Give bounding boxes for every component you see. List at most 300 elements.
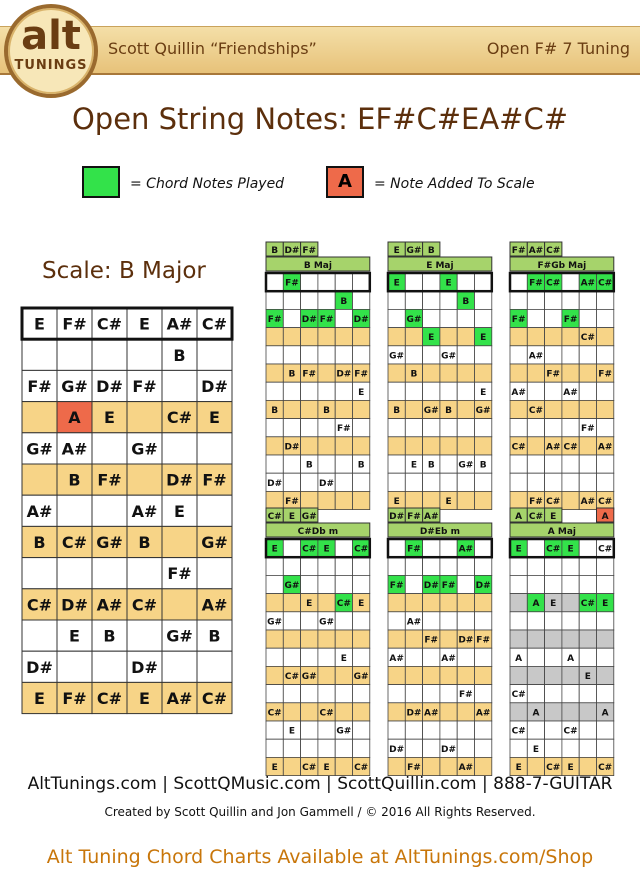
chord-cell [440,721,457,739]
chord-cell [510,291,527,309]
scale-note: G# [96,533,123,552]
chord-cell [440,594,457,612]
chord-cell-note: A# [441,653,456,664]
chord-cell [423,473,440,491]
chord-cell [579,309,596,327]
chord-cell [405,739,422,757]
chord-cell [335,273,352,291]
chord-cell [475,612,492,630]
chord-cell [405,328,422,346]
chord-cell-note: A# [597,442,613,453]
chord-cell [527,539,544,557]
chord-cell [388,666,405,684]
chord-cell [318,346,335,364]
chord-cell [457,739,474,757]
chord-cell [527,612,544,630]
chord-cell [457,437,474,455]
chord-cell [545,703,562,721]
scale-note: F# [27,377,52,396]
chord-cell [266,739,283,757]
chord-cell [597,473,614,491]
chord-cell [527,328,544,346]
chord-cell [318,648,335,666]
chord-cell [545,455,562,473]
chord-cell [475,557,492,575]
chord-cell [283,328,300,346]
chord-cell-note: C# [580,599,595,610]
chord-cell [457,328,474,346]
chord-cell [510,630,527,648]
chord-note-label: E [550,512,557,522]
chord-cell [562,612,579,630]
chord-cell-note: D# [406,708,422,719]
chord-cell [510,455,527,473]
chord-cell [388,539,405,557]
chord-name: C#Db m [297,527,339,537]
chord-cell-note: C# [511,690,526,701]
scale-note: E [139,689,150,708]
chord-cell [475,291,492,309]
scale-note: C# [26,595,53,615]
chord-cell [335,575,352,593]
chord-cell-note: B [427,460,435,471]
chord-cell-note: F# [563,315,578,325]
chord-cell-note: B [288,369,296,380]
chord-cell [266,437,283,455]
chord-cell-note: D# [389,744,405,755]
chord-cell [335,739,352,757]
chord-cell [266,273,283,291]
chord-cell [301,346,318,364]
chord-cell-note: E [515,544,522,555]
chord-cell-note: E [602,599,609,610]
chord-cell-note: G# [353,672,369,682]
chord-cell [579,685,596,703]
chord-cell [266,594,283,612]
chord-cell [457,364,474,382]
chord-name: D#Eb m [419,527,460,537]
chord-cell [475,539,492,557]
chord-cell-note: A# [475,708,491,719]
chord-cell [457,491,474,509]
chord-cell [579,721,596,739]
chord-cell [527,473,544,491]
chord-cell-note: E [340,653,347,664]
scale-note: B [138,533,151,552]
chord-cell-note: E [288,726,296,737]
chord-cell [335,382,352,400]
chord-cell-note: C# [598,763,613,773]
chord-cell [527,685,544,703]
chord-cell-note: A [567,653,575,664]
chord-cell [475,473,492,491]
chord-cell [510,575,527,593]
chord-cell [579,437,596,455]
chord-cell [335,455,352,473]
chord-cell-note: C# [598,278,613,289]
chord-cell [388,721,405,739]
chord-cell [388,455,405,473]
chord-cell [283,455,300,473]
scale-title: Scale: B Major [42,258,206,284]
scale-note: E [104,408,115,428]
chord-cell [579,630,596,648]
chord-cell-note: E [567,544,574,555]
scale-note: A# [61,439,88,459]
chord-cell [545,721,562,739]
chord-cell [423,309,440,327]
chord-cell [283,557,300,575]
chord-cell [405,473,422,491]
chord-cell [266,630,283,648]
chord-cell [510,557,527,575]
scale-note: F# [97,470,122,490]
chord-cell-note: F# [580,424,595,435]
chord-cell [335,473,352,491]
chord-cell [266,721,283,739]
chord-cell [301,437,318,455]
chord-cell-note: G# [301,672,317,682]
chord-cell-note: G# [389,351,405,362]
chord-cell [301,739,318,757]
chord-cell [283,703,300,721]
chord-cell [266,557,283,575]
scale-note: E [34,314,45,334]
chord-cell [457,382,474,400]
chord-cell [353,400,370,418]
chord-cell [283,685,300,703]
chord-cell-note: A [515,653,523,664]
chord-cell [335,685,352,703]
chord-cell-note: F# [302,369,317,380]
chord-note-label: A# [423,512,439,522]
chord-cell [562,703,579,721]
chord-cell [597,419,614,437]
chord-cell-note: C# [511,442,526,453]
chord-cell [318,721,335,739]
chord-cell [388,473,405,491]
chord-cell-note: A# [511,387,526,398]
chord-cell-note: C# [598,497,613,507]
chord-note-label: F# [511,246,526,256]
scale-note: C# [166,408,193,428]
chord-cell [597,575,614,593]
chord-cell [440,328,457,346]
chord-note-label: C# [267,512,282,522]
chord-cell-note: E [393,497,400,507]
chord-cell-note: B [305,460,313,471]
chord-cell-note: A# [528,351,544,362]
chord-cell-note: C# [546,497,561,507]
chord-cell [405,721,422,739]
scale-note: C# [201,689,228,708]
chord-cell [579,703,596,721]
chord-cell-note: D# [353,315,369,325]
chord-cell [457,273,474,291]
chord-cell [597,346,614,364]
chord-cell [562,419,579,437]
chord-cell-note: C# [319,708,334,719]
chord-cell [318,594,335,612]
chord-cell [353,491,370,509]
chord-cell-note: C# [302,763,317,773]
chord-cell [266,419,283,437]
chord-cell [335,400,352,418]
chord-cell [527,364,544,382]
scale-note: G# [26,439,53,459]
chord-cell [405,273,422,291]
chord-cell-note: A# [458,763,474,773]
chord-cell-note: C# [563,726,578,737]
chord-cell-note: F# [407,544,421,555]
chord-cell [318,273,335,291]
chord-cell [353,437,370,455]
chord-cell [318,575,335,593]
chord-cell [597,739,614,757]
chord-cell-note: G# [441,351,457,362]
chord-cell [353,703,370,721]
chord-cell [562,273,579,291]
chord-cell [545,309,562,327]
chord-cell [475,419,492,437]
chord-cell [597,648,614,666]
chord-cell-note: F# [529,278,543,289]
chord-cell [545,630,562,648]
chord-cell [440,437,457,455]
chord-cell [475,491,492,509]
chord-cell [318,419,335,437]
chord-cell [510,612,527,630]
chord-cell [335,757,352,775]
chord-cell [545,328,562,346]
chord-cell [457,575,474,593]
chord-note-label: D# [284,246,300,256]
chord-cell [545,612,562,630]
chord-name: B Maj [303,261,332,271]
chord-note-label: F# [302,246,317,256]
chord-cell [475,437,492,455]
chord-cell [335,539,352,557]
legend-chord-text: = Chord Notes Played [130,176,285,192]
chord-cell [579,291,596,309]
chord-cell [510,273,527,291]
scale-note: C# [96,314,123,334]
chord-cell [527,437,544,455]
chord-cell-note: E [532,744,540,755]
chord-cell-note: F# [476,635,491,646]
scale-note: A# [26,501,53,521]
chord-cell [423,557,440,575]
chord-cell [283,594,300,612]
chord-note-label: E [393,246,400,256]
chord-cell-note: E [271,544,278,555]
chord-cell [510,594,527,612]
chord-cell [388,291,405,309]
chord-cell [388,419,405,437]
scale-note: B [208,626,221,646]
chord-cell [562,291,579,309]
chord-cell [301,648,318,666]
scale-note: C# [96,689,123,708]
scale-note: C# [61,533,88,552]
chord-cell [597,455,614,473]
chord-added-label: A [601,512,609,522]
chord-cell [405,630,422,648]
chord-note-label: B [427,246,435,256]
chord-cell [318,685,335,703]
chord-cell [475,273,492,291]
chord-cell [527,455,544,473]
chord-cell [545,419,562,437]
chord-cell [579,382,596,400]
chord-cell-note: E [445,497,452,507]
chord-cell-note: E [358,387,365,398]
chord-cell-note: B [357,460,365,471]
chord-cell-note: E [550,599,557,610]
chord-cell [475,666,492,684]
chord-cell-note: E [480,387,487,398]
chord-cell-note: C# [546,763,561,773]
chord-cell [527,291,544,309]
chord-cell-note: A [532,599,540,610]
chord-cell-note: F# [285,497,299,507]
chord-cell-note: A# [580,278,596,289]
scale-note: F# [62,314,87,334]
chord-cell [510,666,527,684]
chord-note-label: E [288,512,296,522]
chord-cell [318,491,335,509]
chord-cell [562,594,579,612]
chord-note-label: A# [528,246,544,256]
chord-cell [597,382,614,400]
chord-cell-note: C# [580,333,595,344]
footer-shop[interactable]: Alt Tuning Chord Charts Available at AltTunings.com/Shop [46,846,594,868]
chord-note-label: D# [389,512,405,522]
scale-note: E [34,689,45,708]
chord-cell [475,721,492,739]
chord-cell [318,364,335,382]
chord-cell-note: B [462,296,470,307]
scale-note: A# [201,595,228,615]
chord-cell [423,685,440,703]
chord-cell [266,382,283,400]
chord-cell [597,630,614,648]
chord-cell-note: F# [267,315,282,325]
chord-cell-note: G# [458,460,474,471]
chord-cell [597,557,614,575]
chord-cell [405,419,422,437]
scale-note: A# [166,314,193,334]
chord-cell [335,346,352,364]
chord-cell [283,346,300,364]
chord-cell [353,328,370,346]
chord-cell-note: B [393,406,401,416]
chord-cell [353,291,370,309]
chord-cell [545,473,562,491]
chord-cell [545,575,562,593]
chord-cell-note: D# [319,478,335,489]
chord-cell [440,703,457,721]
chord-cell-note: D# [284,442,300,453]
chord-cell [301,382,318,400]
chord-note-label: F# [407,512,421,522]
chord-cell [405,382,422,400]
chord-cell [283,648,300,666]
chord-note-label: B [271,246,279,256]
chord-cell-note: C# [302,544,317,555]
chord-cell [335,630,352,648]
chord-cell [440,539,457,557]
scale-note: A [68,408,81,428]
chord-note-label: G# [406,246,422,256]
chord-cell [283,291,300,309]
chord-cell [301,491,318,509]
chord-cell [562,400,579,418]
chord-cell [527,721,544,739]
chord-cell [562,491,579,509]
chord-cell [562,328,579,346]
chord-cell [423,721,440,739]
chord-cell-note: C# [267,708,282,719]
chord-cell [405,400,422,418]
chord-cell-note: E [515,763,522,773]
chord-cell [440,364,457,382]
chord-cell [579,400,596,418]
chord-cell-note: D# [475,581,491,591]
chord-cell [353,557,370,575]
chord-cell [440,309,457,327]
chord-cell [457,419,474,437]
chord-cell [283,309,300,327]
chord-name: A Maj [547,527,577,537]
footer-links[interactable]: AltTunings.com | ScottQMusic.com | ScottQuillin.com | 888-7-GUITAR [27,774,613,794]
chord-name: E Maj [426,261,454,271]
chord-cell [423,757,440,775]
chord-cell [388,630,405,648]
chord-cell [510,473,527,491]
chord-cell [457,612,474,630]
chord-cell [266,455,283,473]
chord-cell [353,575,370,593]
chord-cell [527,666,544,684]
chord-cell [562,630,579,648]
chord-cell-note: A [601,708,609,719]
chord-cell [562,455,579,473]
chord-cell [579,364,596,382]
scale-note: D# [131,657,158,677]
chord-cell-note: E [358,599,365,610]
chord-cell-note: A [532,708,540,719]
chord-cell-note: B [340,296,348,307]
chord-cell [423,612,440,630]
chord-cell [545,557,562,575]
chord-cell-note: E [323,763,330,773]
chord-cell [388,703,405,721]
chord-cell [510,328,527,346]
chord-cell [597,666,614,684]
chord-cell-note: D# [458,635,474,646]
chord-cell [597,612,614,630]
chord-cell-note: G# [319,617,335,628]
chord-cell [475,648,492,666]
chord-cell [318,630,335,648]
footer-credit: Created by Scott Quillin and Jon Gammell / © 2016 All Rights Reserved. [104,805,536,819]
chord-cell [579,612,596,630]
chord-cell [510,364,527,382]
chord-cell [527,757,544,775]
chord-cell [545,291,562,309]
chord-note-label: G# [301,512,317,522]
